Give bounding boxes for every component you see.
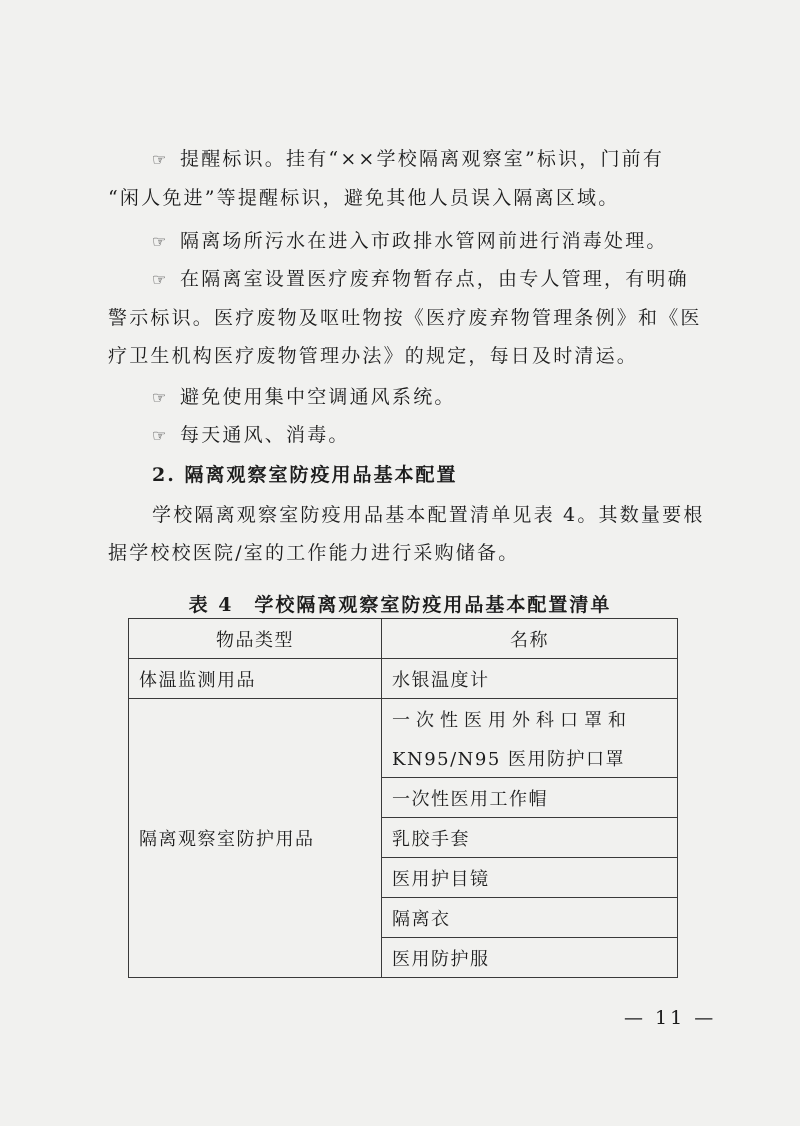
category-cell: 体温监测用品 [129,659,382,699]
text: 隔离场所污水在进入市政排水管网前进行消毒处理。 [180,230,668,252]
text: 学校隔离观察室防疫用品基本配置清单见表 4。其数量要根 [152,504,705,526]
item-cell: 水银温度计 [382,659,678,699]
bullet-paragraph [108,222,708,261]
line [108,140,708,179]
text: 据学校校医院/室的工作能力进行采购储备。 [108,542,520,564]
hand-pointer-icon: ☞ [152,388,169,407]
column-header: 名称 [382,619,678,659]
text: 在隔离室设置医疗废弃物暂存点，由专人管理，有明确 [180,268,689,290]
hand-pointer-icon: ☞ [152,426,169,445]
text: 疗卫生机构医疗废物管理办法》的规定，每日及时清运。 [108,345,639,367]
item-cell: 一次性医用工作帽 [382,778,678,818]
text: 每天通风、消毒。 [180,424,350,446]
table-caption: 表 4 学校隔离观察室防疫用品基本配置清单 [188,594,612,616]
item-cell: KN95/N95 医用防护口罩 [382,738,678,778]
table-row [129,699,678,739]
column-header: 物品类型 [129,619,382,659]
section-heading: 2. 隔离观察室防疫用品基本配置 [152,464,458,486]
text: “闲人免进”等提醒标识，避免其他人员误入隔离区域。 [108,187,620,209]
category-cell: 隔离观察室防护用品 [129,699,382,978]
hand-pointer-icon: ☞ [152,232,169,251]
text: 提醒标识。挂有“××学校隔离观察室”标识，门前有 [180,148,665,170]
bullet-paragraph [108,260,708,375]
page-number: — 11 — [624,1007,717,1029]
item-cell: 乳胶手套 [382,818,678,858]
hand-pointer-icon: ☞ [152,150,169,169]
item-cell: 一次性医用外科口罩和 [382,699,678,739]
item-cell: 医用防护服 [382,938,678,978]
intro-paragraph [108,496,708,572]
table-row [129,659,678,699]
bullet-paragraph [108,140,708,217]
bullet-paragraph [108,378,708,417]
item-cell: 医用护目镜 [382,858,678,898]
text: 避免使用集中空调通风系统。 [180,386,456,408]
supplies-table [128,618,678,978]
bullet-paragraph [108,416,708,455]
table-header-row [129,619,678,659]
hand-pointer-icon: ☞ [152,270,169,289]
item-cell: 隔离衣 [382,898,678,938]
text: 警示标识。医疗废物及呕吐物按《医疗废弃物管理条例》和《医 [108,307,702,329]
